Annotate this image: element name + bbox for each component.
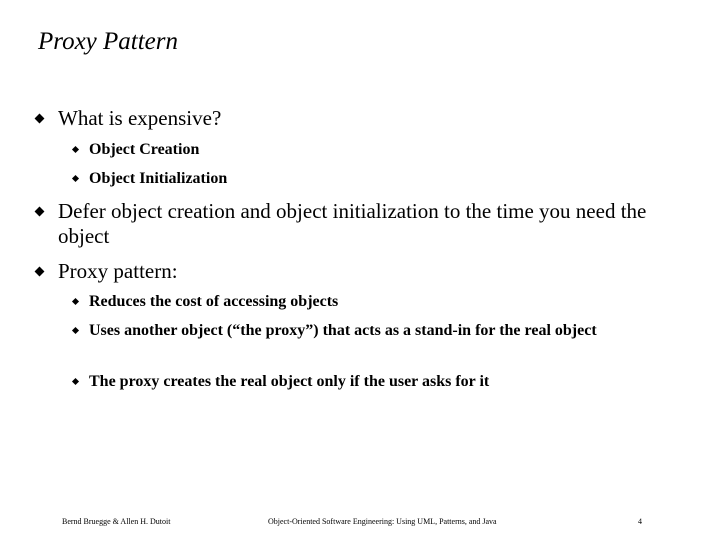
bullet-diamond-icon — [35, 267, 45, 277]
subbullet-diamond-icon — [72, 175, 79, 182]
subbullet-diamond-icon — [72, 327, 79, 334]
footer-book-title: Object-Oriented Software Engineering: Using UML, Patterns, and Java — [268, 517, 497, 526]
bullet-diamond-icon — [35, 114, 45, 124]
bullet-text: Proxy pattern: — [58, 259, 178, 283]
subbullet-diamond-icon — [72, 146, 79, 153]
subbullet-text: Uses another object (“the proxy”) that acts as a stand-in for the real object — [89, 322, 597, 339]
footer-page-number: 4 — [638, 517, 642, 526]
bullet-text: Defer object creation and object initialization to the time you need the object — [58, 199, 647, 248]
subbullet-text: Object Creation — [89, 141, 200, 158]
subbullet-text: Object Initialization — [89, 170, 228, 187]
subbullet-diamond-icon — [72, 298, 79, 305]
bullet-diamond-icon — [35, 207, 45, 217]
subbullet-diamond-icon — [72, 378, 79, 385]
bullet-text: What is expensive? — [58, 106, 222, 130]
slide-title: Proxy Pattern — [38, 28, 179, 55]
subbullet-text: The proxy creates the real object only if the user asks for it — [89, 373, 490, 390]
footer-authors: Bernd Bruegge & Allen H. Dutoit — [62, 517, 171, 526]
subbullet-text: Reduces the cost of accessing objects — [89, 293, 339, 310]
